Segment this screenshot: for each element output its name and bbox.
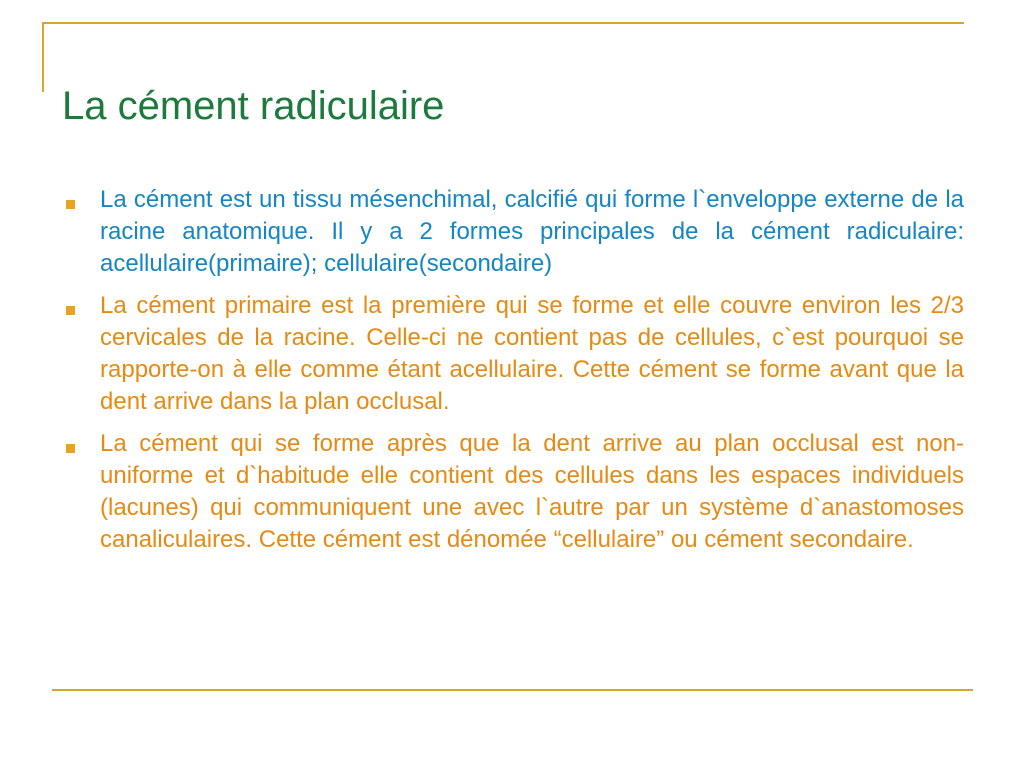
bullet-item (62, 184, 964, 280)
top-rule (42, 22, 964, 24)
bottom-rule (52, 689, 973, 691)
bullet-text: La cément qui se forme après que la dent arrive au plan occlusal est non-uniforme et d`habitude elle contient des cellules dans les espaces individuels (lacunes) qui communiquent une avec l`autre par un système d`anastomoses canaliculaires. Cette cément est dénomée “cellulaire” ou cément secondaire. (100, 430, 964, 553)
square-bullet-icon (66, 440, 75, 449)
slide-title: La cément radiculaire (62, 84, 445, 128)
square-bullet-icon (66, 196, 75, 205)
bullet-text: La cément est un tissu mésenchimal, calcifié qui forme l`enveloppe externe de la racine anatomique. Il y a 2 formes principales de la cément radiculaire: acellulaire(primaire); cellulaire(secondaire) (100, 186, 964, 277)
bullet-item (62, 428, 964, 556)
left-rule (42, 22, 44, 92)
square-bullet-icon (66, 302, 75, 311)
bullet-text: La cément primaire est la première qui se forme et elle couvre environ les 2/3 cervicales de la racine. Celle-ci ne contient pas de cellules, c`est pourquoi se rapporte-on à elle comme étant acellulaire. Cette cément se forme avant que la dent arrive dans la plan occlusal. (100, 292, 964, 415)
bullet-list (62, 184, 964, 566)
bullet-item (62, 290, 964, 418)
